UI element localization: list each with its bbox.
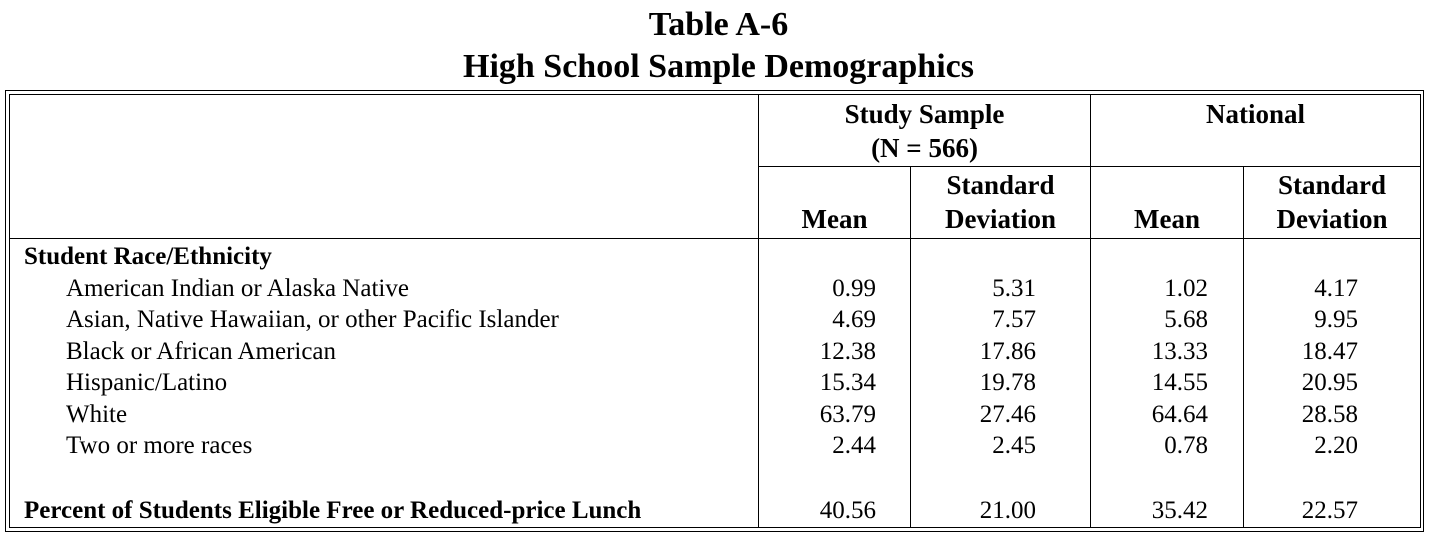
national-mean-value: 5.68: [1164, 306, 1208, 333]
section-heading: Student Race/Ethnicity: [24, 243, 272, 270]
sd-label-line1: Standard: [1277, 170, 1387, 200]
row-label: Asian, Native Hawaiian, or other Pacific Islander: [66, 306, 559, 333]
row-label: Hispanic/Latino: [66, 369, 228, 396]
sd-label-line2: Deviation: [1276, 204, 1388, 234]
study-mean-column: [759, 239, 911, 528]
national-sd-value: 18.47: [1301, 337, 1359, 365]
national-sd-value: 4.17: [1314, 274, 1359, 302]
national-sd-value: 2.20: [1314, 432, 1359, 459]
study-mean-value: 15.34: [819, 369, 876, 396]
national-sd-value: 20.95: [1301, 369, 1359, 396]
national-label: National: [1206, 99, 1306, 129]
row-label: American Indian or Alaska Native: [66, 274, 409, 302]
study-mean-header: [759, 167, 911, 239]
national-mean-value: 14.55: [1151, 369, 1208, 396]
lunch-row-label: Percent of Students Eligible Free or Reduced-price Lunch: [24, 496, 642, 524]
national-sd-value: 22.57: [1301, 496, 1359, 524]
study-sd-value: 5.31: [992, 274, 1036, 302]
study-sample-label: Study Sample: [844, 99, 1005, 129]
national-mean-header: [1091, 167, 1244, 239]
row-label: Black or African American: [66, 337, 337, 365]
row-label: Two or more races: [66, 432, 253, 459]
study-sample-header: [759, 95, 1091, 167]
mean-label: Mean: [801, 204, 868, 234]
national-sd-header: [1244, 167, 1421, 239]
national-header: [1091, 95, 1421, 167]
demographics-table: [9, 94, 1421, 528]
table-number: Table A-6: [648, 6, 789, 43]
study-mean-value: 0.99: [832, 274, 876, 302]
study-mean-value: 4.69: [832, 306, 876, 333]
stub-header: [10, 95, 759, 239]
study-mean-value: 12.38: [819, 337, 876, 365]
sd-label-line2: Deviation: [945, 204, 1056, 234]
study-mean-value: 2.44: [832, 432, 876, 459]
study-sd-value: 21.00: [979, 496, 1036, 524]
study-sd-value: 7.57: [992, 306, 1036, 333]
study-sd-value: 27.46: [979, 400, 1036, 428]
row-labels-column: [10, 239, 759, 528]
mean-label: Mean: [1134, 204, 1200, 234]
national-mean-value: 1.02: [1164, 274, 1208, 302]
study-mean-value: 40.56: [819, 496, 876, 524]
table-title-block: [0, 4, 1437, 88]
national-mean-value: 35.42: [1151, 496, 1208, 524]
study-mean-value: 63.79: [819, 400, 876, 428]
national-sd-value: 9.95: [1314, 306, 1359, 333]
study-sd-value: 19.78: [979, 369, 1036, 396]
sd-label-line1: Standard: [946, 170, 1055, 200]
table-title: High School Sample Demographics: [463, 48, 974, 85]
table-frame: [5, 90, 1424, 532]
study-sd-column: [911, 239, 1091, 528]
national-mean-value: 13.33: [1151, 337, 1208, 365]
national-mean-value: 0.78: [1164, 432, 1208, 459]
national-mean-column: [1091, 239, 1244, 528]
national-mean-value: 64.64: [1151, 400, 1208, 428]
national-sd-value: 28.58: [1301, 400, 1359, 428]
national-sd-column: [1244, 239, 1421, 528]
study-sd-header: [911, 167, 1091, 239]
study-sample-n: (N = 566): [871, 133, 978, 163]
study-sd-value: 17.86: [979, 337, 1036, 365]
study-sd-value: 2.45: [992, 432, 1036, 459]
row-label: White: [66, 400, 128, 428]
